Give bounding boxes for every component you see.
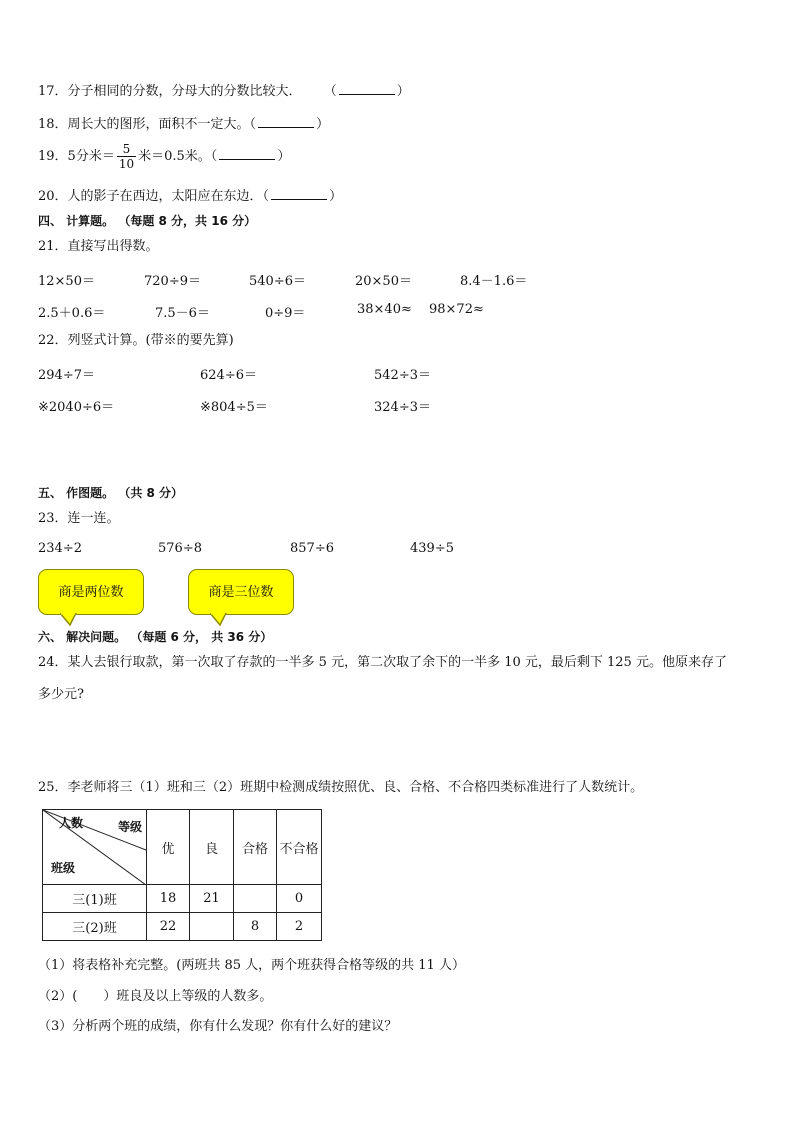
- question-20-text: 20．人的影子在西边，太阳应在东边．: [38, 189, 263, 204]
- calc-item: 12×50＝: [38, 274, 95, 289]
- question-19-suffix: 米＝0.5米。: [138, 149, 211, 164]
- question-24-line-1: 24．某人去银行取款，第一次取了存款的一半多 5 元，第二次取了余下的一半多 10 元，最后剩下 125 元。他原来存了: [38, 655, 727, 670]
- question-17-text: 17．分子相同的分数，分母大的分数比较大．: [38, 84, 302, 99]
- fraction: $\frac{5}{10}$: [118, 142, 135, 171]
- question-22-title: 22．列竖式计算。(带※的要先算): [38, 333, 234, 348]
- section-6-heading: 六、 解决问题。 （每题 6 分， 共 36 分）: [38, 630, 273, 644]
- answer-blank-20[interactable]: [271, 187, 327, 200]
- column-header: 良: [190, 810, 234, 885]
- column-header: 不合格: [277, 810, 322, 885]
- calc-item: 2.5＋0.6＝: [38, 306, 106, 321]
- calc-item: 720÷9＝: [144, 274, 201, 289]
- table-cell: 18: [147, 885, 190, 913]
- answer-blank-18[interactable]: [258, 115, 314, 128]
- calc-item: 7.5－6＝: [155, 306, 210, 321]
- question-21-title: 21．直接写出得数。: [38, 239, 159, 254]
- table-cell: 21: [190, 885, 234, 913]
- question-25-title: 25．李老师将三（1）班和三（2）班期中检测成绩按照优、良、合格、不合格四类标准进行了人数统计。: [38, 780, 644, 795]
- question-25-sub-3: （3）分析两个班的成绩，你有什么发现？你有什么好的建议？: [38, 1019, 398, 1034]
- table-cell: 8: [234, 913, 277, 941]
- vertical-calc-item: ※804÷5＝: [200, 400, 268, 415]
- bubble-tail: [210, 613, 230, 627]
- vertical-calc-item: ※2040÷6＝: [38, 400, 115, 415]
- table-row: [43, 913, 322, 941]
- answer-blank-17[interactable]: [339, 82, 395, 95]
- calc-item: 0÷9＝: [265, 306, 306, 321]
- table-cell: 2: [277, 913, 322, 941]
- question-18: 18．周长大的图形，面积不一定大。（ ）: [38, 117, 330, 132]
- answer-blank-19[interactable]: [219, 147, 275, 160]
- table-row: [43, 885, 322, 913]
- table-cell: 0: [277, 885, 322, 913]
- question-20: 20．人的影子在西边，太阳应在东边．（ ）: [38, 189, 343, 204]
- division-expr[interactable]: 439÷5: [410, 541, 454, 556]
- question-19: 19．5分米＝ $\frac{5}{10}$ 米＝0.5米。（ ）: [38, 142, 291, 171]
- question-19-prefix: 19．5分米＝: [38, 149, 115, 164]
- vertical-calc-item: 324÷3＝: [374, 400, 431, 415]
- column-header: 优: [147, 810, 190, 885]
- question-18-text: 18．周长大的图形，面积不一定大。: [38, 117, 250, 132]
- question-25-sub-2: （2）( ）班良及以上等级的人数多。: [38, 989, 273, 1004]
- table-diagonal-header: [43, 810, 147, 885]
- vertical-calc-item: 542÷3＝: [374, 368, 431, 383]
- calc-item: 8.4－1.6＝: [460, 274, 528, 289]
- bubble-tail: [60, 613, 80, 627]
- calc-item: 98×72≈: [429, 302, 484, 317]
- column-header: 合格: [234, 810, 277, 885]
- table-cell: 22: [147, 913, 190, 941]
- vertical-calc-item: 624÷6＝: [200, 368, 257, 383]
- header-count-label: 人数: [59, 816, 84, 830]
- calc-item: 38×40≈: [357, 302, 412, 317]
- question-23-title: 23．连一连。: [38, 511, 120, 526]
- grade-table: [42, 809, 322, 941]
- two-digit-quotient-bubble[interactable]: 商是两位数: [38, 569, 144, 615]
- division-expr[interactable]: 576÷8: [158, 541, 202, 556]
- division-expr[interactable]: 857÷6: [290, 541, 334, 556]
- question-24-line-2: 多少元?: [38, 687, 84, 702]
- division-expr[interactable]: 234÷2: [38, 541, 82, 556]
- three-digit-quotient-bubble[interactable]: 商是三位数: [188, 569, 294, 615]
- table-cell-blank[interactable]: [234, 885, 277, 913]
- table-cell-blank[interactable]: [190, 913, 234, 941]
- question-17: 17．分子相同的分数，分母大的分数比较大． （ ）: [38, 84, 410, 99]
- calc-item: 540÷6＝: [249, 274, 306, 289]
- section-4-heading: 四、 计算题。 （每题 8 分，共 16 分）: [38, 214, 257, 228]
- header-grade-label: 等级: [117, 820, 142, 834]
- header-class-label: 班级: [51, 861, 76, 875]
- calc-item: 20×50＝: [355, 274, 412, 289]
- row-label: 三(1)班: [43, 885, 147, 913]
- section-5-heading: 五、 作图题。 （共 8 分）: [38, 486, 184, 500]
- vertical-calc-item: 294÷7＝: [38, 368, 95, 383]
- question-25-sub-1: （1）将表格补充完整。(两班共 85 人，两个班获得合格等级的共 11 人）: [38, 958, 465, 973]
- row-label: 三(2)班: [43, 913, 147, 941]
